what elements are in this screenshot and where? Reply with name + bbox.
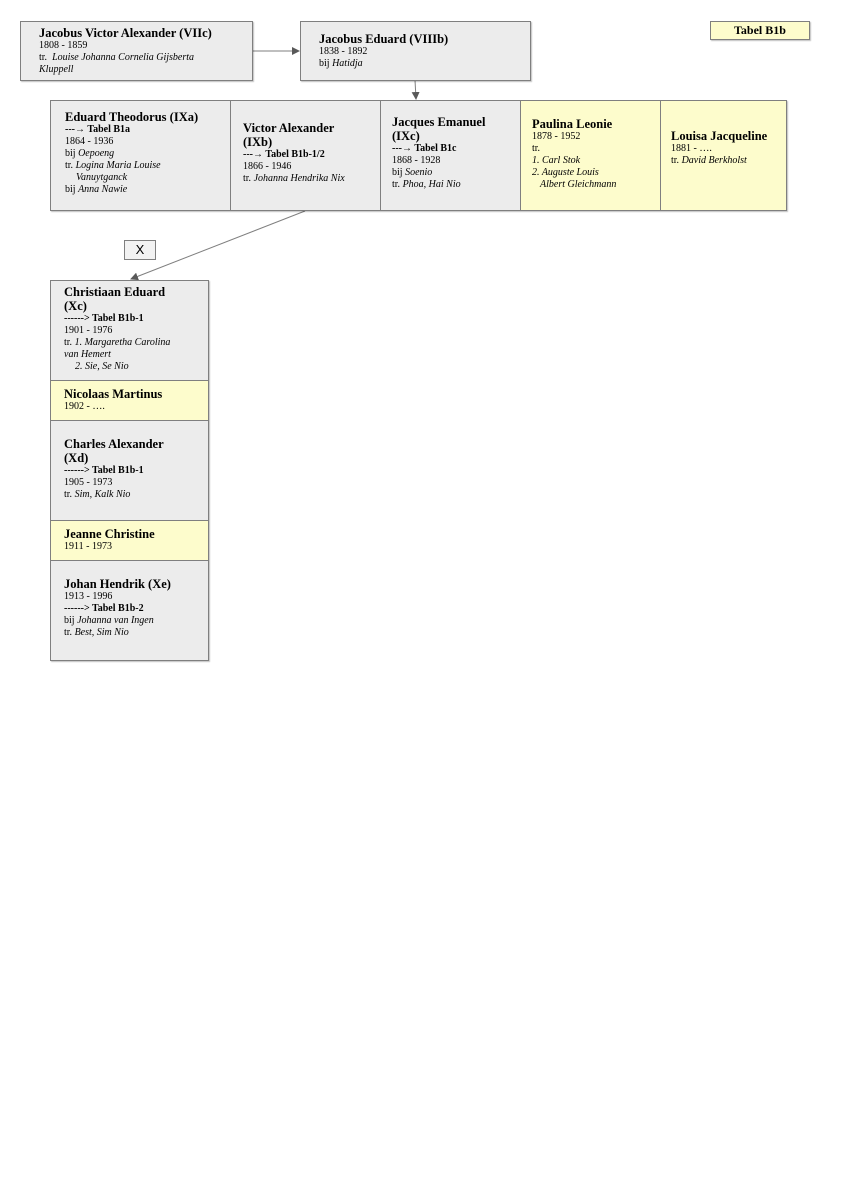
person-generation: (Xd) [64, 451, 89, 465]
table-reference: ---→ Tabel B1a [65, 124, 131, 135]
person-card-jacobus-victor-alexander [20, 21, 253, 81]
person-generation: (IXc) [392, 129, 420, 143]
table-reference: ------> Tabel B1b-1 [64, 313, 144, 324]
person-generation: (Xc) [64, 299, 87, 313]
person-card-jacobus-eduard [300, 21, 531, 81]
person-spouse-cont: van Hemert [64, 349, 111, 360]
person-dates: 1868 - 1928 [392, 155, 441, 166]
person-card-louisa-jacqueline [661, 101, 786, 210]
person-spouse: tr. Best, Sim Nio [64, 627, 129, 638]
person-card-victor-alexander [231, 101, 381, 210]
person-name: Eduard Theodorus (IXa) [65, 110, 199, 124]
arrow-right-icon: → [75, 124, 85, 135]
person-name: Nicolaas Martinus [64, 387, 163, 401]
person-partner: bij Johanna van Ingen [64, 615, 154, 626]
person-card-jeanne-christine [51, 521, 208, 561]
person-card-nicolaas-martinus [51, 381, 208, 421]
person-dates: 1913 - 1996 [64, 591, 113, 602]
person-name: Victor Alexander [243, 121, 335, 135]
table-reference: ------> Tabel B1b-1 [64, 465, 144, 476]
person-name: Louisa Jacqueline [671, 129, 768, 143]
x-marker-box: X [124, 240, 156, 260]
person-partner: bij Anna Nawie [65, 184, 128, 195]
connector-gen9-gen10 [131, 211, 305, 279]
person-partner: bij Oepoeng [65, 148, 115, 159]
table-label: Tabel B1b [710, 21, 810, 40]
gen10-children-stack [50, 280, 209, 661]
person-name: Charles Alexander [64, 437, 164, 451]
person-name: Johan Hendrik (Xe) [64, 577, 171, 591]
table-reference: ---→ Tabel B1b-1/2 [243, 149, 325, 160]
person-name: Jacques Emanuel [392, 115, 486, 129]
person-dates: 1866 - 1946 [243, 161, 292, 172]
person-spouse-cont: Vanuytganck [76, 172, 128, 183]
gen9-siblings-row [50, 100, 787, 211]
person-spouse: tr. Sim, Kalk Nio [64, 489, 131, 500]
person-card-johan-hendrik [51, 561, 208, 660]
person-spouse-label: tr. [532, 143, 541, 154]
person-name: Christiaan Eduard [64, 285, 166, 299]
person-dates: 1902 - …. [64, 401, 105, 412]
person-spouse: tr. Logina Maria Louise [65, 160, 161, 171]
person-partner: bij Soenio [392, 167, 433, 178]
person-spouse: tr. Louise Johanna Cornelia Gijsberta [39, 52, 195, 63]
person-spouse: tr. David Berkholst [671, 155, 747, 166]
person-spouse: 1. Carl Stok [532, 155, 581, 166]
person-generation: (IXb) [243, 135, 273, 149]
arrow-right-icon: → [253, 149, 263, 160]
person-dates: 1838 - 1892 [319, 46, 368, 57]
person-card-jacques-emanuel [381, 101, 521, 210]
person-spouse: 2. Sie, Se Nio [75, 361, 129, 372]
arrow-right-icon: → [402, 143, 412, 154]
person-card-charles-alexander [51, 421, 208, 521]
person-card-christiaan-eduard [51, 281, 208, 381]
person-spouse-cont: Kluppell [39, 64, 74, 75]
person-dates: 1864 - 1936 [65, 136, 114, 147]
person-name: Paulina Leonie [532, 117, 613, 131]
person-dates: 1905 - 1973 [64, 477, 113, 488]
person-card-paulina-leonie [521, 101, 661, 210]
table-reference: ------> Tabel B1b-2 [64, 603, 144, 614]
person-partner: bij Hatidja [319, 58, 363, 69]
person-dates: 1808 - 1859 [39, 40, 88, 51]
person-dates: 1878 - 1952 [532, 131, 581, 142]
person-name: Jacobus Victor Alexander (VIIc) [39, 26, 212, 40]
person-name: Jacobus Eduard (VIIIb) [319, 32, 449, 46]
table-reference: ---→ Tabel B1c [392, 143, 457, 154]
person-spouse-cont: Albert Gleichmann [540, 179, 617, 190]
connector-gen8-gen9 [415, 80, 416, 99]
person-spouse: tr. 1. Margaretha Carolina [64, 337, 171, 348]
person-dates: 1901 - 1976 [64, 325, 113, 336]
person-dates: 1881 - …. [671, 143, 712, 154]
person-spouse: tr. Johanna Hendrika Nix [243, 173, 345, 184]
person-spouse: tr. Phoa, Hai Nio [392, 179, 461, 190]
person-card-eduard-theodorus [51, 101, 231, 210]
person-dates: 1911 - 1973 [64, 541, 112, 552]
person-spouse: 2. Auguste Louis [532, 167, 599, 178]
person-name: Jeanne Christine [64, 527, 155, 541]
